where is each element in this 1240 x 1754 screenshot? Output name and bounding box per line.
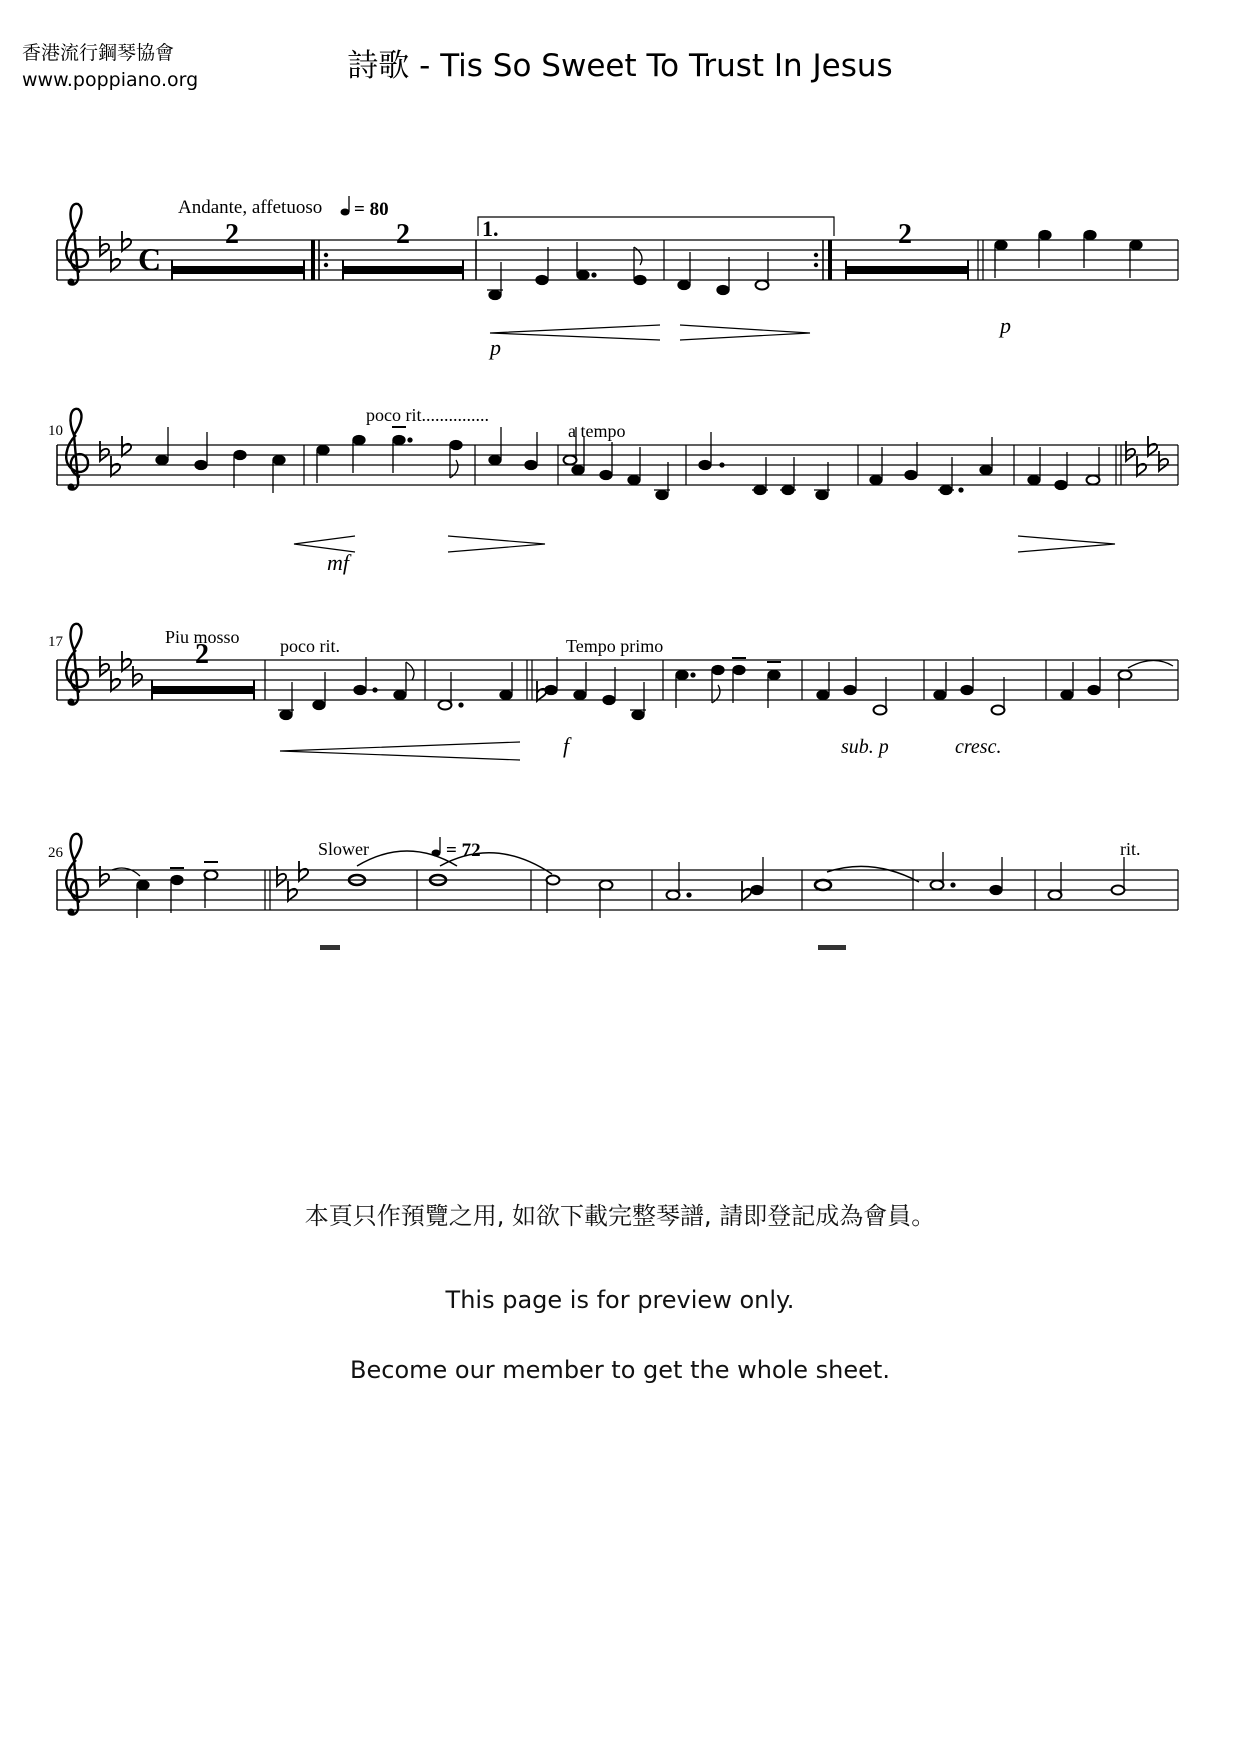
quarter-note-icon [432, 837, 441, 857]
volta-label: 1. [482, 216, 499, 241]
multirest-count: 2 [898, 219, 912, 250]
site-name: 香港流行鋼琴協會 [22, 42, 175, 64]
dynamic-mark: sub. p [841, 736, 889, 758]
expression-mark: rit. [1120, 839, 1141, 859]
preview-notice-chinese: 本頁只作預覽之用, 如欲下載完整琴譜, 請即登記成為會員。 [304, 1202, 936, 1230]
tempo-text: Slower [318, 839, 369, 859]
multirest-count: 2 [225, 219, 239, 250]
dynamic-mark: f [563, 733, 570, 758]
dynamic-mark: p [1000, 313, 1011, 338]
expression-mark: poco rit............... [366, 405, 489, 425]
tempo-text: a tempo [568, 421, 626, 441]
system-3 [48, 624, 1178, 760]
expression-mark: poco rit. [280, 636, 340, 656]
quarter-note-icon [341, 196, 350, 216]
dynamic-mark: cresc. [955, 736, 1002, 758]
measure-number: 10 [48, 423, 63, 439]
tempo-value: = 72 [446, 840, 481, 861]
multirest-count: 2 [396, 219, 410, 250]
system-4 [48, 834, 1178, 951]
system-1 [57, 196, 1178, 360]
tempo-text: Piu mosso [165, 627, 240, 647]
measure-number: 17 [48, 634, 63, 650]
svg-text:C: C [138, 241, 162, 277]
preview-notice-line1: This page is for preview only. [445, 1286, 795, 1314]
tempo-text: Andante, affetuoso [178, 197, 323, 218]
site-url[interactable]: www.poppiano.org [22, 69, 199, 91]
page-title: 詩歌 - Tis So Sweet To Trust In Jesus [347, 48, 893, 84]
multirest-count: 2 [195, 639, 209, 670]
measure-number: 26 [48, 845, 63, 861]
tempo-text: Tempo primo [566, 636, 664, 656]
system-2 [48, 405, 1178, 575]
tempo-value: = 80 [354, 199, 389, 220]
dynamic-mark: mf [327, 550, 349, 575]
dynamic-mark: p [490, 335, 501, 360]
preview-notice-line2: Become our member to get the whole sheet. [350, 1356, 890, 1384]
